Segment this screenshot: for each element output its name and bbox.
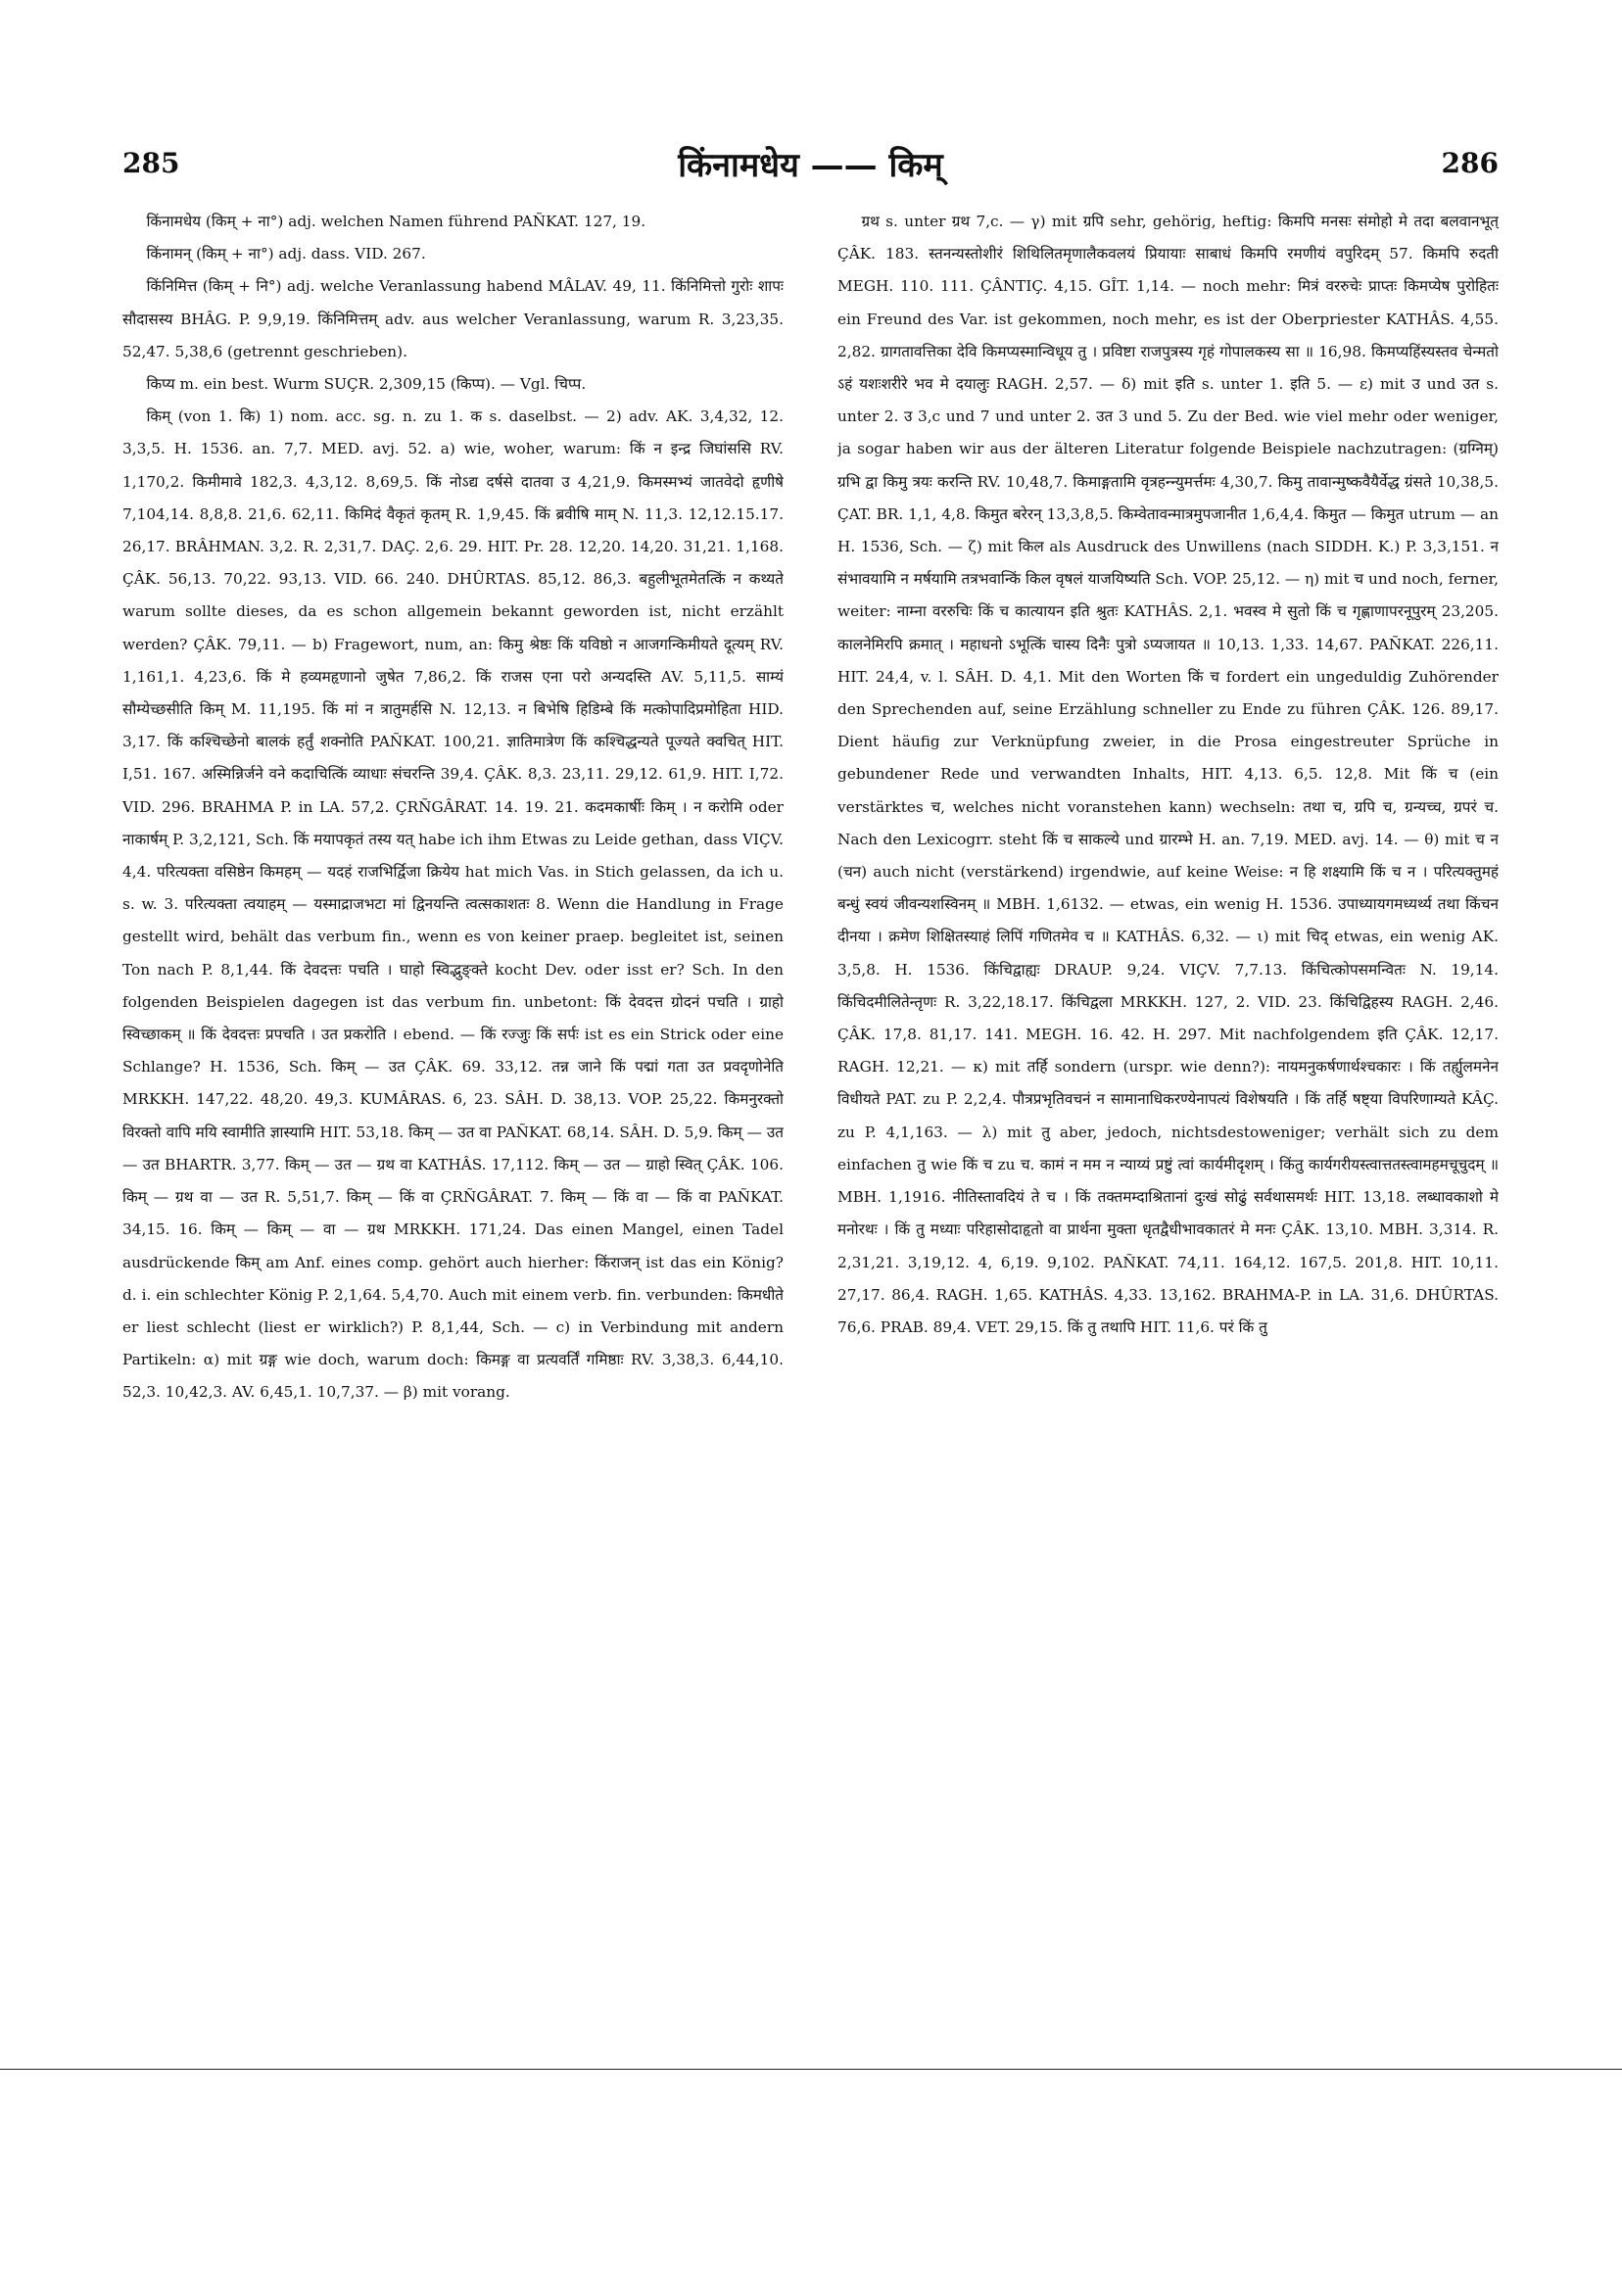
entry-paragraph: ग्रथ s. unter ग्रथ 7,c. — γ) mit ग्रपि sehr, gehörig, heftig: किमपि मनसः संमोहो मे तदा बलवानभूत् ÇÂK. 183. स्तनन्यस्तोशीरं शिथिलितमृणालैकवलयं प्रियायाः साबाधं किमपि रमणीयं वपुरिदम् 57. किमपि रुदती MEGH. 110. 111. ÇÂNTIÇ. 4,15. GÎT. 1,14. — noch mehr: मित्रं वररुचेः प्राप्तः किमप्येष पुरोहितः ein Freund des Var. ist gekommen, noch mehr, es ist der Oberpriester KATHÂS. 4,55. 2,82. ग्रागतावत्तिका देवि किमप्यस्मान्विधूय तु । प्रविष्टा राजपुत्रस्य गृहं गोपालकस्य सा ॥ 16,98. किमप्यहिंस्यस्तव चेन्मतो ऽहं यशःशरीरे भव मे दयालुः RAGH. 2,57. — δ) mit इति s. unter 1. इति 5. — ε) mit उ und उत s. unter 2. उ 3,c und 7 und unter 2. उत 3 und 5. Zu der Bed. wie viel mehr oder weniger, ja sogar haben wir aus der älteren Literatur folgende Beispiele nachzutragen: (ग्रग्निम्) ग्रभि द्वा किमु त्रयः करन्ति RV. 10,48,7. किमाङ्गतामि वृत्रहन्न्युमर्त्तमः 4,30,7. किमु तावान्मुष्कवैयैर्वेद्ध ग्रंसते 10,38,5. ÇAT. BR. 1,1, 4,8. किमुत बरेरन् 13,3,8,5. किम्वेतावन्मात्रमुपजानीत 1,6,4,4. किमुत — किमुत utrum — an H. 1536, Sch. — ζ) mit किल als Ausdruck des Unwillens (nach SIDDH. K.) P. 3,3,151. न संभावयामि न मर्षयामि तत्रभवान्किं किल वृषलं याजयिष्यति Sch. VOP. 25,12. — η) mit च und noch, ferner, weiter: नाम्ना वररुचिः किं च कात्यायन इति श्रुतः KATHÂS. 2,1. भवस्व मे सुतो किं च गृह्णाणापरनूपुरम् 23,205. कालनेमिरपि क्रमात् । महाधनो ऽभूत्किं चास्य दिनैः पुत्रो ऽप्यजायत ॥ 10,13. 1,33. 14,67. PAÑKAT. 226,11. HIT. 24,4, v. l. SÂH. D. 4,1. Mit den Worten किं च fordert ein ungeduldig Zuhörender den Sprechenden auf, seine Erzählung schneller zu Ende zu führen ÇÂK. 126. 89,17. Dient häufig zur Verknüpfung zweier, in die Prosa eingestreuter Sprüche in gebundener Rede und verwandten Inhalts, HIT. 4,13. 6,5. 12,8. Mit किं च (ein verstärktes च, welches nicht voranstehen kann) wechseln: तथा च, ग्रपि च, ग्रन्यच्च, ग्रपरं च. Nach den Lexicogrr. steht किं च साकल्ये und ग्रारम्भे H. an. 7,19. MED. avj. 14. — θ) mit च न (चन) auch nicht (verstärkend) irgendwie, auf keine Weise: न हि शक्ष्यामि किं च न । परित्यक्तुमहं बन्धुं स्वयं जीवन्यशस्विनम् ॥ MBH. 1,6132. — etwas, ein wenig H. 1536. उपाध्यायगमध्यर्थ्य तथा किंचन दीनया । क्रमेण शिक्षितस्याहं लिपिं गणितमेव च ॥ KATHÂS. 6,32. — ι) mit चिद् etwas, ein wenig AK. 3,5,8. H. 1536. किंचिद्वाह्यः DRAUP. 9,24. VIÇV. 7,7.13. किंचित्कोपसमन्वितः N. 19,14. किंचिदमीलितेन्तृणः R. 3,22,18.17. किंचिद्वला MRKKH. 127, 2. VID. 23. किंचिद्विहस्य RAGH. 2,46. ÇÂK. 17,8. 81,17. 141. MEGH. 16. 42. H. 297. Mit nachfolgendem इति ÇÂK. 12,17. RAGH. 12,21. — κ) mit तर्हि sondern (urspr. wie denn?): नायमनुकर्षणार्थश्चकारः । किं तर्ह्युलमनेन विधीयते PAT. zu P. 2,2,4. पौत्रप्रभृतिवचनं न सामानाधिकरण्येनापत्यं विशेषयति । किं तर्हि षष्ट्या विपरिणाम्यते KÂÇ. zu P. 4,1,163. — λ) mit तु aber, jedoch, nichtsdestoweniger; verhält sich zu dem einfachen तु wie किं च zu च. कामं न मम न न्याय्यं प्रष्टुं त्वां कार्यमीदृशम् । किंतु कार्यगरीयस्त्वात्ततस्त्वामहमचूचुदम् ॥ MBH. 1,1916. नीतिस्तावदियं ते च । किं तक्तमम्दाश्रितानां दुःखं सोढुं सर्वथासमर्थः HIT. 13,18. लब्धावकाशो मे मनोरथः । किं तु मध्याः परिहासोदाहृतो वा प्रार्थना मुक्ता धृतद्वैधीभावकातरं मे मनः ÇÂK. 13,10. MBH. 3,314. R. 2,31,21. 3,19,12. 4, 6,19. 9,102. PAÑKAT. 74,11. 164,12. 167,5. 201,8. HIT. 10,11. 27,17. 86,4. RAGH. 1,65. KATHÂS. 4,33. 13,162. BRAHMA-P. in LA. 31,6. DHÛRTAS. 76,6. PRAB. 89,4. VET. 29,15. किं तु तथापि HIT. 11,6. परं किं तु [837, 213, 1499, 1336]
footer-rule [0, 2069, 1622, 2070]
entry-paragraph: किंनामधेय (किम् + ना°) adj. welchen Namen führend PAÑKAT. 127, 19. [146, 213, 646, 230]
entry-paragraph: किम् (von 1. कि) 1) nom. acc. sg. n. zu 1. क s. daselbst. — 2) adv. AK. 3,4,32, 12. 3,3,5. H. 1536. an. 7,7. MED. avj. 52. a) wie, woher, warum: किं न इन्द्र जिघांससि RV. 1,170,2. किमीमावे 182,3. 4,3,12. 8,69,5. किं नोऽद्य दर्षसे दातवा उ 4,21,9. किमस्मभ्यं जातवेदो हृणीषे 7,104,14. 8,8,8. 21,6. 62,11. किमिदं वैकृतं कृतम् R. 1,9,45. किं ब्रवीषि माम् N. 11,3. 12,12.15.17. 26,17. BRÂHMAN. 3,2. R. 2,31,7. DAÇ. 2,6. 29. HIT. Pr. 28. 12,20. 14,20. 31,21. 1,168. ÇÂK. 56,13. 70,22. 93,13. VID. 66. 240. DHÛRTAS. 85,12. 86,3. बहुलीभूतमेतत्किं न कथ्यते warum sollte dieses, da es schon allgemein bekannt geworden ist, nicht erzählt werden? ÇÂK. 79,11. — b) Fragewort, num, an: किमु श्रेष्ठः किं यविष्ठो न आजगन्किमीयते दूत्यम् RV. 1,161,1. 4,23,6. किं मे हव्यमहृणानो जुषेत 7,86,2. किं राजस एना परो अन्यदस्ति AV. 5,11,5. साम्यं सौम्येच्छसीति किम् M. 11,195. किं मां न त्रातुमर्हसि N. 12,13. न बिभेषि हिडिम्बे किं मत्कोपादिप्रमोहिता HID. 3,17. किं कश्चिच्छेनो बालकं हर्तुं शक्नोति PAÑKAT. 100,21. ज्ञातिमात्रेण किं कश्चिद्धन्यते पूज्यते क्वचित् HIT. I,51. 167. अस्मिन्निर्जने वने कदाचित्किं व्याधाः संचरन्ति 39,4. ÇÂK. 8,3. 23,11. 29,12. 61,9. HIT. I,72. VID. 296. BRAHMA P. in LA. 57,2. ÇRÑGÂRAT. 14. 19. 21. कदमकार्षीः किम् । न करोमि oder नाकार्षम् P. 3,2,121, Sch. किं मयापकृतं तस्य यत् habe ich ihm Etwas zu Leide gethan, dass VIÇV. 4,4. परित्यक्ता वसिष्ठेन किमहम् — यदहं राजभिर्द्विजा क्रियेय hat mich Vas. in Stich gelassen, da ich u. s. w. 3. परित्यक्ता त्वयाहम् — यस्माद्राजभटा मां द्विनयन्ति त्वत्सकाशतः 8. Wenn die Handlung in Frage gestellt wird, behält das verbum fin., wenn es von keiner praep. begleitet ist, seinen Ton nach P. 8,1,44. किं देवदत्तः पचति । घाहो स्विद्भुङ्क्ते kocht Dev. oder isst er? Sch. In den folgenden Beispielen dagegen ist das verbum fin. unbetont: किं देवदत्त ग्रोदनं पचति । ग्राहो स्विच्छाकम् ॥ किं देवदत्तः प्रपचति । उत प्रकरोति । ebend. — किं रज्जुः किं सर्पः ist es ein Strick oder eine Schlange? H. 1536, Sch. किम् — उत ÇÂK. 69. 33,12. तन्न जाने किं पद्मां गता उत प्रवदृणोनेति MRKKH. 147,22. 48,20. 49,3. KUMÂRAS. 6, 23. SÂH. D. 38,13. VOP. 25,22. किमनुरक्तो विरक्तो वापि मयि स्वामीति ज्ञास्यामि HIT. 53,18. किम् — उत वा PAÑKAT. 68,14. SÂH. D. 5,9. किम् — उत — उत BHARTR. 3,77. किम् — उत — ग्रथ वा KATHÂS. 17,112. किम् — उत — ग्राहो स्वित् ÇÂK. 106. किम् — ग्रथ वा — उत R. 5,51,7. किम् — किं वा ÇRÑGÂRAT. 7. किम् — किं वा — किं वा PAÑKAT. 34,15. 16. किम् — किम् — वा — ग्रथ MRKKH. 171,24. Das einen Mangel, einen Tadel ausdrückende किम् am Anf. eines comp. gehört auch hierher: किंराजन् ist das ein König? d. i. ein schlechter König P. 2,1,64. 5,4,70. Auch mit einem verb. fin. verbunden: किमधीते er liest schlecht (liest er wirklich?) P. 8,1,44, Sch. — c) in Verbindung mit andern Partikeln: α) mit ग्रङ्ग wie doch, warum doch: किमङ्ग वा प्रत्यवर्तिं गमिष्ठाः RV. 3,38,3. 6,44,10. 52,3. 10,42,3. AV. 6,45,1. 10,7,37. — β) mit vorang. [122, 407, 784, 1402]
page-header [122, 147, 1499, 186]
left-column [122, 206, 784, 2023]
right-column [837, 206, 1499, 2023]
page-number-right: 286 [1441, 147, 1499, 179]
page-number-left: 285 [122, 147, 180, 179]
entry-paragraph: किप्य m. ein best. Wurm SUÇR. 2,309,15 (किप्प). — Vgl. चिप्प. [146, 375, 587, 394]
entry-paragraph: किंनिमित्त (किम् + नि°) adj. welche Veranlassung habend MÂLAV. 49, 11. किंनिमित्तो गुरोः शापः सौदासस्य BHÂG. P. 9,9,19. किंनिमित्तम् adv. aus welcher Veranlassung, warum R. 3,23,35. 52,47. 5,38,6 (getrennt geschrieben). [122, 277, 784, 360]
entry-paragraph: किंनामन् (किम् + ना°) adj. dass. VID. 267. [146, 245, 426, 263]
running-title: किंनामधेय —— किम् [678, 146, 943, 185]
